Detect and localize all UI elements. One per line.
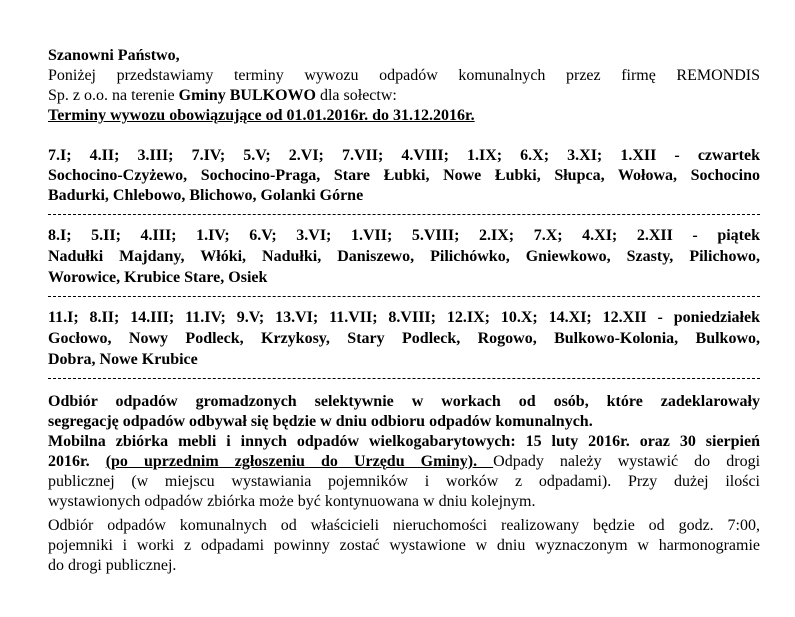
bulky-waste-note: [48, 452, 760, 472]
registration-requirement: (po uprzednim zgłoszeniu do Urzędu Gminy).: [105, 453, 494, 470]
schedule-dates: 11.I; 8.II; 14.III; 11.IV; 9.V; 13.VI; 11.VII; 8.VIII; 12.IX; 10.X; 14.XI; 12.XII - poniedziałek: [48, 309, 760, 326]
schedule-dates: 8.I; 5.II; 4.III; 1.IV; 6.V; 3.VI; 1.VII; 5.VIII; 2.IX; 7.X; 4.XI; 2.XII - piątek: [48, 227, 760, 244]
selective-note: Odbiór odpadów gromadzonych selektywnie w workach od osób, które zadeklarowały: [48, 393, 760, 410]
schedule-dates: 7.I; 4.II; 3.III; 7.IV; 5.V; 2.VI; 7.VII; 4.VIII; 1.IX; 6.X; 3.XI; 1.XII - czwartek: [48, 147, 760, 164]
selective-note: segregację odpadów odbywał się będzie w dniu odbioru odpadów komunalnych.: [48, 413, 593, 430]
intro-line: [48, 86, 760, 106]
collection-note: Odbiór odpadów komunalnych od właścicieli nieruchomości realizowany będzie od godz. 7:00,: [48, 517, 760, 534]
section-divider: [48, 296, 760, 297]
bulky-text: Odpady należy wystawić do drogi: [493, 453, 760, 470]
municipality-name: Gminy BULKOWO: [178, 87, 316, 104]
intro-text: Sp. z o.o. na terenie: [48, 87, 179, 104]
section-divider: [48, 378, 760, 379]
schedule-villages: Dobra, Nowe Krubice: [48, 351, 198, 368]
collection-note: do drogi publicznej.: [48, 557, 177, 574]
collection-note: pojemniki i worki z odpadami powinny zostać wystawione w dniu wyznaczonym w harmonogramie: [48, 537, 760, 554]
intro-line: Poniżej przedstawiamy terminy wywozu odpadów komunalnych przez firmę REMONDIS: [48, 67, 760, 84]
greeting: Szanowni Państwo,: [48, 47, 180, 64]
section-divider: [48, 214, 760, 215]
bulky-year: 2016r.: [48, 453, 106, 470]
schedule-villages: Badurki, Chlebowo, Blichowo, Golanki Górne: [48, 187, 364, 204]
intro-text: dla sołectw:: [315, 87, 397, 104]
validity-period: Terminy wywozu obowiązujące od 01.01.2016r. do 31.12.2016r.: [48, 107, 475, 124]
schedule-villages: Sochocino-Czyżewo, Sochocino-Praga, Stare Łubki, Nowe Łubki, Słupca, Wołowa, Sochocino: [48, 167, 760, 184]
schedule-villages: Gocłowo, Nowy Podleck, Krzykosy, Stary Podleck, Rogowo, Bulkowo-Kolonia, Bulkowo,: [48, 330, 760, 347]
bulky-waste-note: wystawionych odpadów zbiórka może być kontynuowana w dniu kolejnym.: [48, 493, 536, 510]
bulky-waste-note: Mobilna zbiórka mebli i innych odpadów wielkogabarytowych: 15 luty 2016r. oraz 30 sierpień: [48, 433, 760, 450]
schedule-villages: Worowice, Krubice Stare, Osiek: [48, 269, 268, 286]
schedule-villages: Nadułki Majdany, Włóki, Nadułki, Daniszewo, Pilichówko, Gniewkowo, Szasty, Pilichowo,: [48, 248, 760, 265]
bulky-waste-note: publicznej (w miejscu wystawiania pojemników i worków z odpadami). Przy dużej ilości: [48, 473, 760, 490]
